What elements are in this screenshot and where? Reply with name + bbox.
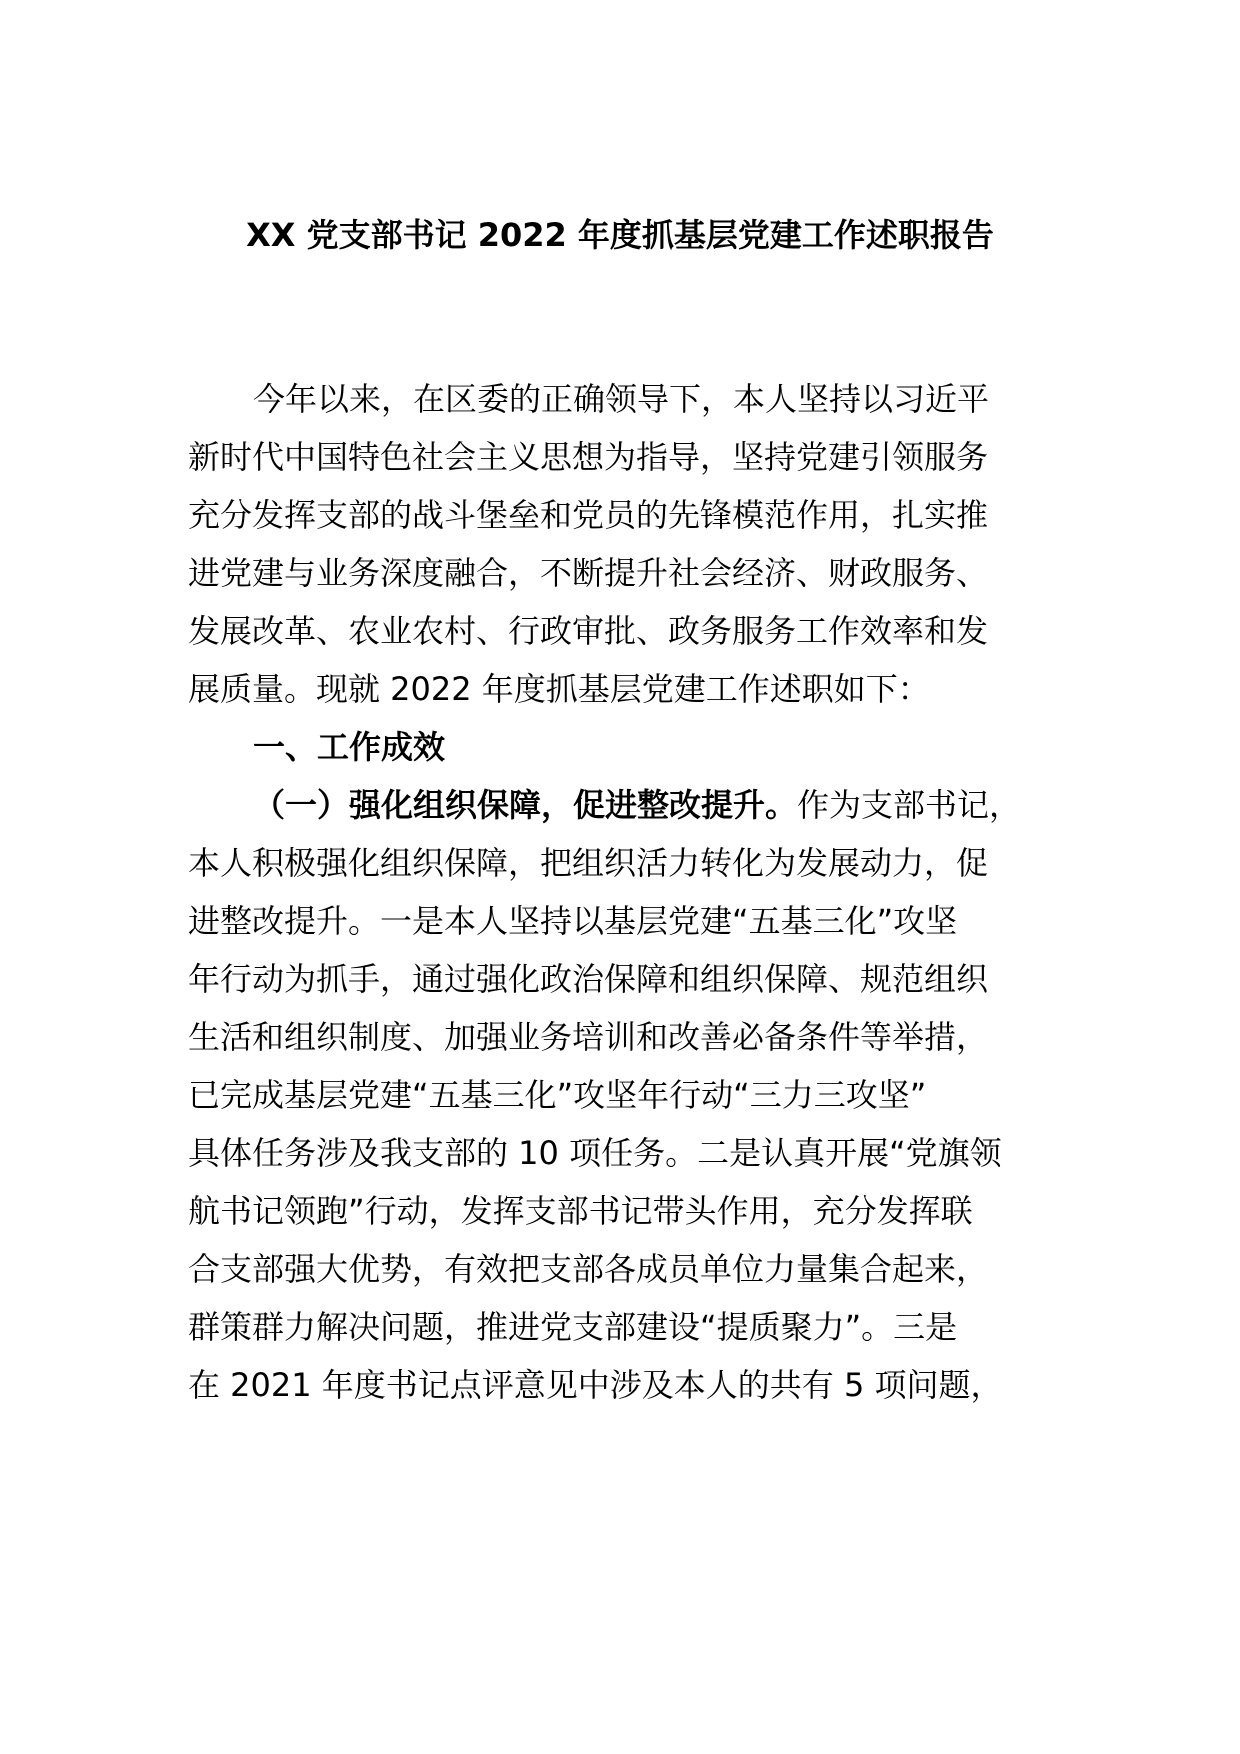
document-title: XX 党支部书记 2022 年度抓基层党建工作述职报告	[246, 216, 994, 254]
paragraph-line: 展质量。现就 2022 年度抓基层党建工作述职如下：	[188, 670, 930, 708]
paragraph-line: 生活和组织制度、加强业务培训和改善必备条件等举措，	[188, 1018, 989, 1056]
paragraph-line: 本人积极强化组织保障，把组织活力转化为发展动力，促	[188, 844, 989, 882]
paragraph-line: 新时代中国特色社会主义思想为指导，坚持党建引领服务	[188, 438, 989, 476]
paragraph-line: 进整改提升。一是本人坚持以基层党建“五基三化”攻坚	[188, 902, 958, 940]
paragraph-line: 充分发挥支部的战斗堡垒和党员的先锋模范作用，扎实推	[188, 496, 989, 534]
paragraph-line: 合支部强大优势，有效把支部各成员单位力量集合起来，	[188, 1250, 989, 1288]
paragraph-line: 发展改革、农业农村、行政审批、政务服务工作效率和发	[188, 612, 989, 650]
paragraph-line: 在 2021 年度书记点评意见中涉及本人的共有 5 项问题，	[188, 1366, 1003, 1404]
paragraph-line: 群策群力解决问题，推进党支部建设“提质聚力”。三是	[188, 1308, 958, 1346]
paragraph-line: 航书记领跑”行动，发挥支部书记带头作用，充分发挥联	[188, 1192, 973, 1230]
paragraph-line: 具体任务涉及我支部的 10 项任务。二是认真开展“党旗领	[188, 1134, 1002, 1172]
paragraph-line: 进党建与业务深度融合，不断提升社会经济、财政服务、	[188, 554, 989, 592]
paragraph-line: 年行动为抓手，通过强化政治保障和组织保障、规范组织	[188, 960, 989, 998]
section-heading: 一、工作成效	[253, 728, 446, 766]
paragraph-line: 今年以来，在区委的正确领导下，本人坚持以习近平	[253, 380, 990, 418]
subsection-first-line-text: 作为支部书记，	[797, 786, 1022, 824]
subsection-first-line	[253, 783, 1021, 827]
paragraph-line: 已完成基层党建“五基三化”攻坚年行动“三力三攻坚”	[188, 1076, 927, 1114]
subsection-heading: （一）强化组织保障，促进整改提升。	[253, 786, 798, 824]
